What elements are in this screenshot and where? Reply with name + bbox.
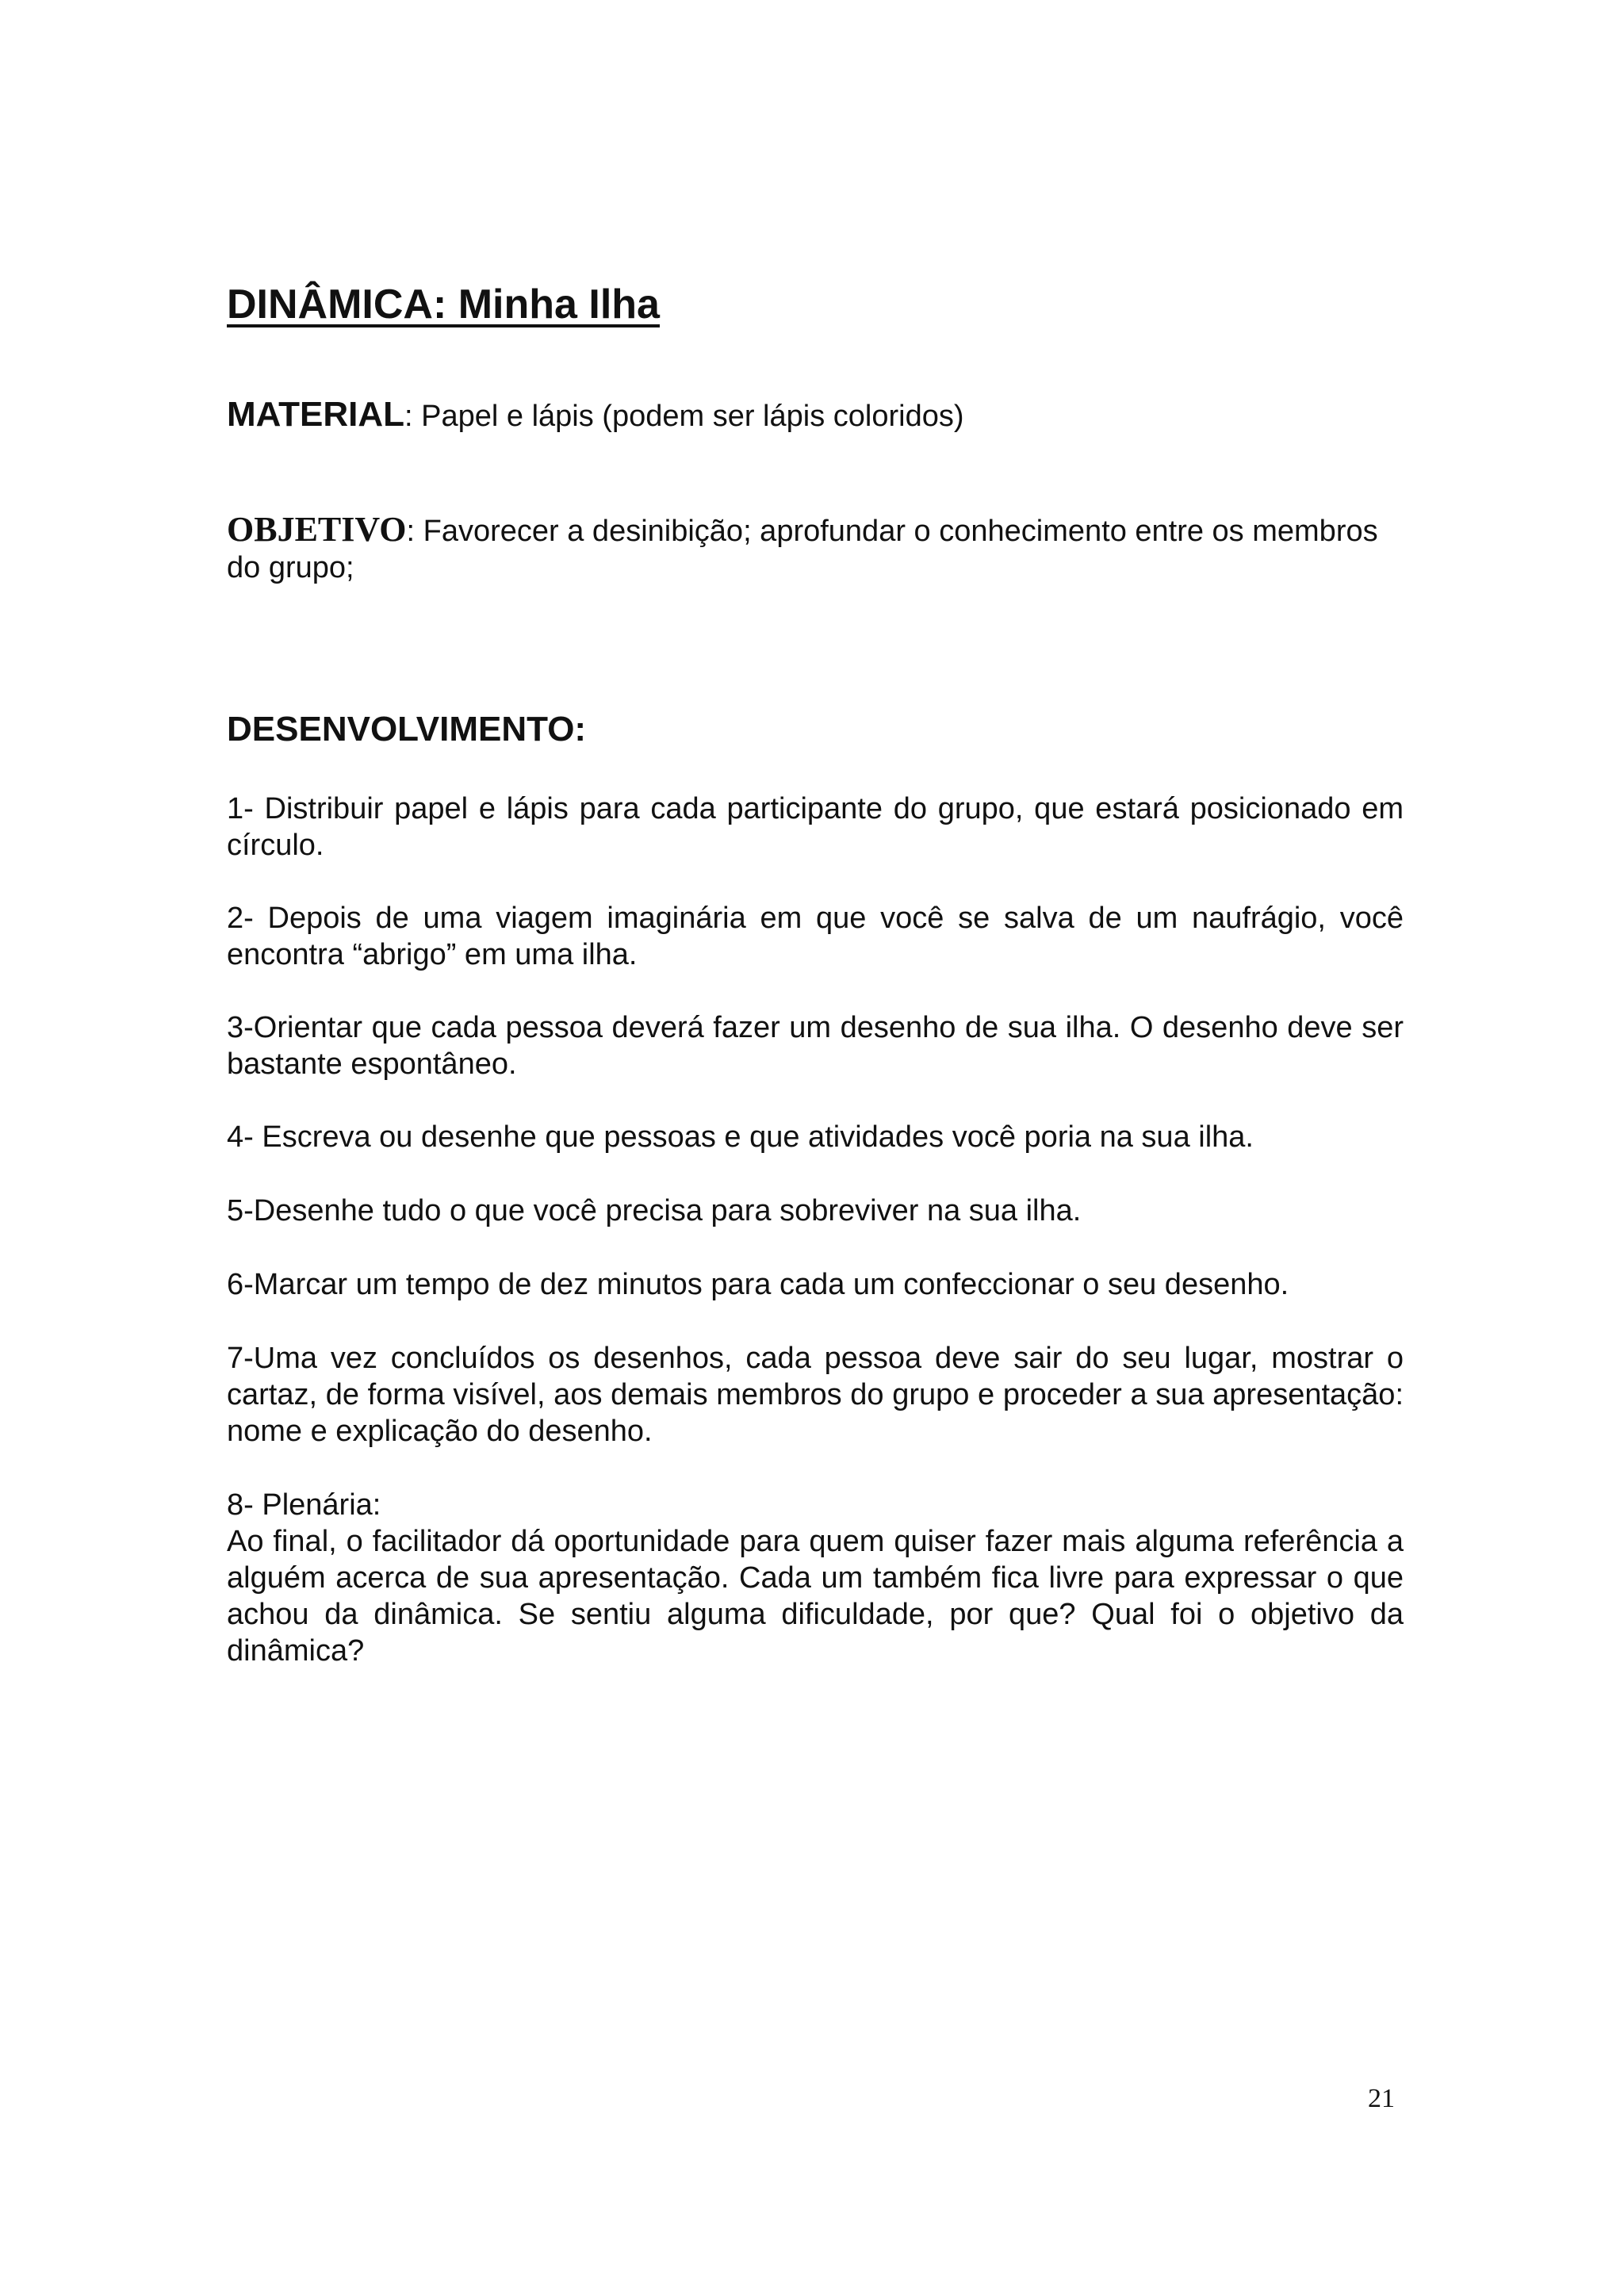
desenvolvimento-heading: DESENVOLVIMENTO: [227,710,587,749]
document-title: DINÂMICA: Minha Ilha [227,281,660,327]
plenaria-text: Ao final, o facilitador dá oportunidade para quem quiser fazer mais alguma referência a alguém acerca de sua apresentação. Cada um também fica livre para expressar o que achou da dinâmica. Se sentiu alguma dificuldade, por que? Qual foi o objetivo da dinâmica? [227,1525,1404,1668]
material-label: MATERIAL [227,395,405,434]
page-number: 21 [1368,2084,1395,2113]
objetivo-label: OBJETIVO [227,510,407,549]
objetivo-line [227,511,1404,586]
objetivo-text: : Favorecer a desinibição; aprofundar o conhecimento entre os membros do grupo; [227,515,1378,584]
step-5: 5-Desenhe tudo o que você precisa para sobreviver na sua ilha. [227,1194,1082,1227]
step-4: 4- Escreva ou desenhe que pessoas e que atividades você poria na sua ilha. [227,1120,1254,1154]
material-line [227,396,1404,435]
step-2: 2- Depois de uma viagem imaginária em que você se salva de um naufrágio, você encontra “abrigo” em uma ilha. [227,902,1404,971]
step-8-plenaria [227,1487,1404,1669]
step-6: 6-Marcar um tempo de dez minutos para cada um confeccionar o seu desenho. [227,1268,1289,1301]
step-3: 3-Orientar que cada pessoa deverá fazer um desenho de sua ilha. O desenho deve ser bastante espontâneo. [227,1011,1404,1081]
step-7: 7-Uma vez concluídos os desenhos, cada pessoa deve sair do seu lugar, mostrar o cartaz, de forma visível, aos demais membros do grupo e proceder a sua apresentação: nome e explicação do desenho. [227,1342,1404,1448]
plenaria-label: 8- Plenária: [227,1488,381,1522]
material-text: : Papel e lápis (podem ser lápis coloridos) [404,400,964,433]
step-1: 1- Distribuir papel e lápis para cada participante do grupo, que estará posicionado em círculo. [227,792,1404,862]
